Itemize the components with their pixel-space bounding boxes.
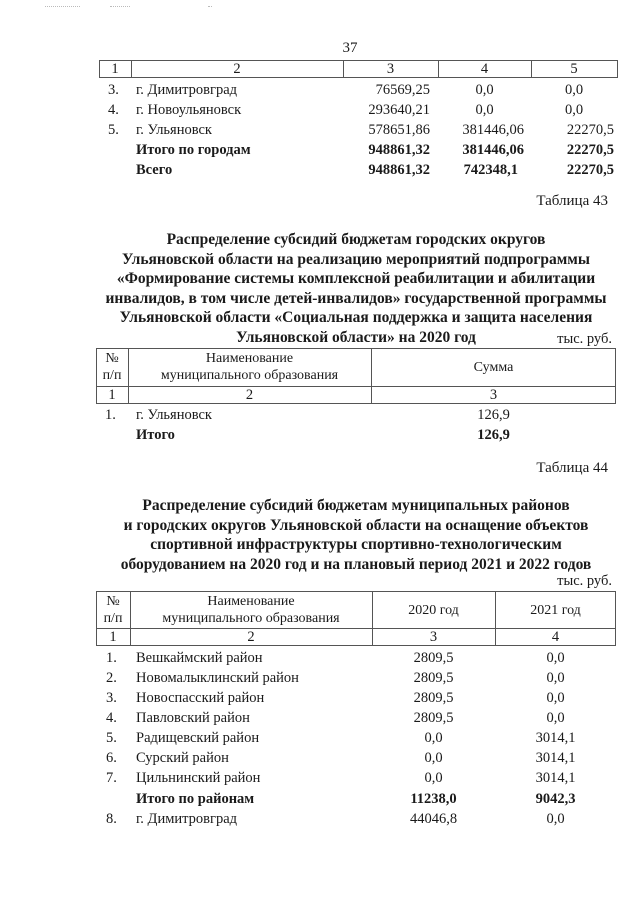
row-2021: 0,0 <box>546 811 565 827</box>
row-col5: 22270,5 <box>566 142 614 158</box>
row-col4: 381446,06 <box>462 122 524 138</box>
table-row <box>0 100 640 120</box>
header-name-line: Наименование <box>207 594 295 609</box>
row-name: г. Новоульяновск <box>136 102 242 118</box>
header-number-row <box>0 385 640 405</box>
row-name: Новоспасский район <box>136 690 265 706</box>
table-caption: Таблица 43 <box>536 193 608 209</box>
title-line: оборудованием на 2020 год и на плановый период 2021 и 2022 годов <box>120 555 592 573</box>
col-num: 2 <box>247 629 255 645</box>
row-col5: 0,0 <box>564 102 584 118</box>
table-row-total <box>0 140 640 160</box>
row-2021: 3014,1 <box>535 770 576 786</box>
unit-label: тыс. руб. <box>557 331 612 347</box>
row-2020: 2809,5 <box>413 670 454 686</box>
row-col3: 293640,21 <box>368 102 430 118</box>
table-title <box>96 496 616 574</box>
row-2020: 44046,8 <box>409 811 458 827</box>
row-number: 6. <box>106 750 117 766</box>
row-2020: 2809,5 <box>413 710 454 726</box>
table-row <box>0 405 640 425</box>
header-sum: Сумма <box>473 360 514 375</box>
header-name-line: Наименование <box>205 351 294 366</box>
header-number-row <box>0 627 640 647</box>
header-2021: 2021 год <box>530 603 581 618</box>
row-col4: 0,0 <box>475 102 494 118</box>
col-num: 4 <box>480 61 489 77</box>
row-number: 3. <box>106 690 117 706</box>
table-row-total <box>0 425 640 445</box>
header-num-line: № <box>105 351 119 366</box>
row-name: г. Димитровград <box>136 811 238 827</box>
table-row-total <box>0 789 640 809</box>
row-name: Итого по городам <box>136 142 251 158</box>
row-name: Павловский район <box>136 710 250 726</box>
row-number: 1. <box>105 407 116 423</box>
row-2021: 0,0 <box>546 650 565 666</box>
scan-artifact <box>45 6 80 8</box>
table-row <box>0 80 640 100</box>
row-name: Итого <box>136 427 175 443</box>
col-num: 5 <box>570 61 578 77</box>
row-name: г. Димитровград <box>136 82 238 98</box>
header-number-row <box>0 59 640 79</box>
title-line: Ульяновской области» на 2020 год <box>236 328 476 346</box>
table-title <box>96 230 616 348</box>
row-col3: 76569,25 <box>375 82 430 98</box>
table-row <box>0 120 640 140</box>
header-num <box>96 350 128 384</box>
table-row <box>0 648 640 668</box>
unit-label: тыс. руб. <box>557 573 612 589</box>
scan-artifact <box>110 6 130 8</box>
header-num-line: п/п <box>102 368 122 383</box>
row-col4: 742348,1 <box>463 162 518 178</box>
title-line: и городских округов Ульяновской области на оснащение объектов <box>123 516 589 534</box>
table-row <box>0 728 640 748</box>
row-col5: 0,0 <box>564 82 584 98</box>
table-row <box>0 708 640 728</box>
row-name: Радищевский район <box>136 730 260 746</box>
row-col4: 381446,06 <box>462 142 524 158</box>
table-row <box>0 688 640 708</box>
row-2020: 0,0 <box>424 750 443 766</box>
title-line: Ульяновской области «Социальная поддержка и защита населения <box>119 309 593 327</box>
row-number: 3. <box>108 82 119 98</box>
col-num: 1 <box>109 629 117 645</box>
row-name: г. Ульяновск <box>136 122 212 138</box>
row-number: 1. <box>106 650 117 666</box>
row-2020: 2809,5 <box>413 650 454 666</box>
row-2020: 0,0 <box>424 770 443 786</box>
row-number: 5. <box>106 730 117 746</box>
table-row <box>0 809 640 829</box>
row-2021: 0,0 <box>546 670 565 686</box>
table-row-grand-total <box>0 160 640 180</box>
row-number: 5. <box>108 122 119 138</box>
col-num: 1 <box>108 387 116 403</box>
row-name: Всего <box>136 162 173 178</box>
col-num: 2 <box>233 61 241 77</box>
scan-artifact <box>208 6 212 8</box>
row-col5: 22270,5 <box>566 122 614 138</box>
row-number: 4. <box>108 102 119 118</box>
title-line: Распределение субсидий бюджетам городских округов <box>166 231 546 248</box>
row-col5: 22270,5 <box>566 162 614 178</box>
row-sum: 126,9 <box>477 407 510 423</box>
title-line: инвалидов, в том числе детей-инвалидов» государственной программы <box>105 289 607 307</box>
header-num <box>96 593 130 627</box>
row-name: Вешкаймский район <box>136 650 263 666</box>
header-2020: 2020 год <box>408 603 459 618</box>
header-name <box>128 350 371 384</box>
row-col3: 948861,32 <box>368 162 430 178</box>
row-name: г. Ульяновск <box>136 407 212 423</box>
col-num: 3 <box>386 61 395 77</box>
row-2021: 9042,3 <box>535 791 576 807</box>
row-name: Сурский район <box>136 750 229 766</box>
col-num: 4 <box>551 629 560 645</box>
row-number: 4. <box>106 710 117 726</box>
row-name: Итого по районам <box>136 791 255 807</box>
header-num-line: п/п <box>103 611 123 626</box>
row-number: 2. <box>106 670 117 686</box>
table-row <box>0 748 640 768</box>
title-line: «Формирование системы комплексной реабилитации и абилитации <box>116 270 596 288</box>
row-2021: 0,0 <box>546 690 565 706</box>
row-2021: 0,0 <box>546 710 565 726</box>
row-col3: 948861,32 <box>368 142 430 158</box>
row-2020: 11238,0 <box>410 791 457 807</box>
header-name <box>130 593 372 627</box>
header-num-line: № <box>106 594 120 609</box>
row-col3: 578651,86 <box>368 122 430 138</box>
row-sum: 126,9 <box>477 427 510 443</box>
table-caption: Таблица 44 <box>536 460 608 476</box>
col-num: 3 <box>429 629 438 645</box>
page-number: 37 <box>342 40 358 56</box>
row-col4: 0,0 <box>475 82 494 98</box>
row-name: Цильнинский район <box>136 770 261 786</box>
header-name-line: муниципального образования <box>162 611 340 626</box>
table-row <box>0 768 640 788</box>
row-2021: 3014,1 <box>535 750 576 766</box>
col-num: 3 <box>489 387 498 403</box>
row-2021: 3014,1 <box>535 730 576 746</box>
table-row <box>0 668 640 688</box>
title-line: спортивной инфраструктуры спортивно-технологическим <box>150 536 562 554</box>
row-2020: 0,0 <box>424 730 443 746</box>
col-num: 2 <box>245 387 254 403</box>
header-name-line: муниципального образования <box>160 368 339 383</box>
row-name: Новомалыклинский район <box>136 670 299 686</box>
col-num: 1 <box>111 61 119 77</box>
row-2020: 2809,5 <box>413 690 454 706</box>
row-number: 8. <box>106 811 117 827</box>
title-line: Ульяновской области на реализацию мероприятий подпрограммы <box>122 250 590 268</box>
row-number: 7. <box>106 770 117 786</box>
title-line: Распределение субсидий бюджетам муниципальных районов <box>142 497 570 514</box>
